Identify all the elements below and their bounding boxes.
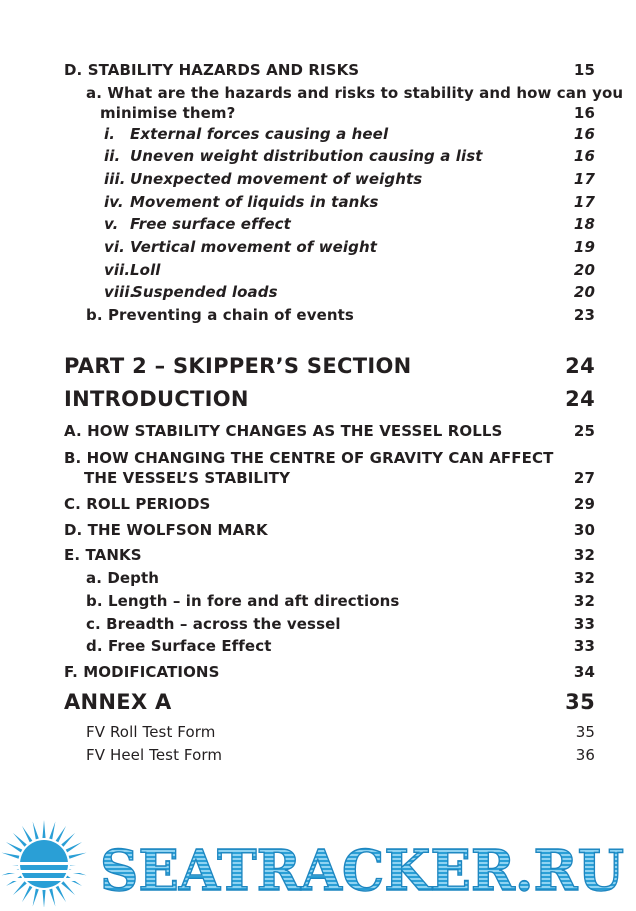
- toc-text: INTRODUCTION: [64, 387, 249, 411]
- toc-text: b. Preventing a chain of events: [86, 306, 354, 324]
- toc-text: C. ROLL PERIODS: [64, 495, 211, 513]
- toc-page: 20: [573, 261, 595, 279]
- toc-text: Free surface effect: [130, 215, 291, 233]
- toc-page: 17: [573, 170, 595, 188]
- toc-text: External forces causing a heel: [130, 125, 389, 143]
- toc-text: Vertical movement of weight: [130, 238, 378, 256]
- sun-ray: [66, 842, 82, 852]
- toc-label: vii.: [104, 261, 131, 279]
- sun-ray: [13, 881, 27, 895]
- toc-page: 20: [573, 283, 595, 301]
- watermark-text: SEATRACKER.RU: [100, 838, 624, 904]
- toc-text: Unexpected movement of weights: [130, 170, 423, 188]
- sun-ray: [1, 853, 19, 859]
- toc-page: 25: [573, 422, 595, 440]
- toc-label: v.: [104, 215, 119, 233]
- toc-text: c. Breadth – across the vessel: [86, 615, 341, 633]
- toc-text: FV Heel Test Form: [86, 746, 223, 764]
- toc-page: 18: [573, 215, 595, 233]
- toc-page: 35: [575, 723, 595, 741]
- sun-ray: [33, 889, 39, 907]
- toc-text-line1: a. What are the hazards and risks to stability and how can you: [86, 84, 624, 102]
- toc-page: 16: [573, 147, 595, 165]
- toc-text: PART 2 – SKIPPER’S SECTION: [64, 354, 412, 378]
- sun-ray: [13, 833, 27, 847]
- toc-page: 27: [573, 469, 595, 487]
- watermark-graphic: [0, 808, 636, 907]
- sun-ray: [42, 890, 45, 907]
- toc-text: ANNEX A: [64, 690, 172, 714]
- toc-page: 29: [573, 495, 595, 513]
- toc-text: a. Depth: [86, 569, 160, 587]
- toc-page: 32: [573, 546, 595, 564]
- sun-ray: [61, 833, 75, 847]
- sun-ray: [56, 826, 66, 842]
- sun-ray: [22, 826, 32, 842]
- toc-text: b. Length – in fore and aft directions: [86, 592, 400, 610]
- toc-text: FV Roll Test Form: [86, 723, 216, 741]
- toc-text: d. Free Surface Effect: [86, 637, 272, 655]
- toc-page: 17: [573, 193, 595, 211]
- sun-ray: [69, 853, 87, 859]
- toc-page: 32: [573, 592, 595, 610]
- toc-page: 30: [573, 521, 595, 539]
- toc-label: iv.: [104, 193, 124, 211]
- toc-text-line2: minimise them?: [100, 104, 236, 122]
- toc-label: vi.: [104, 238, 125, 256]
- sun-ray: [22, 886, 32, 902]
- toc-label: ii.: [104, 147, 121, 165]
- toc-text: STABILITY HAZARDS AND RISKS: [87, 61, 360, 79]
- toc-page: 23: [573, 306, 595, 324]
- toc-page: 16: [573, 104, 595, 122]
- toc-label: i.: [104, 125, 116, 143]
- toc-text: F. MODIFICATIONS: [64, 663, 220, 681]
- toc-page: 34: [573, 663, 595, 681]
- toc-page: 32: [573, 569, 595, 587]
- sun-ray: [42, 820, 45, 838]
- toc-text-line1: B. HOW CHANGING THE CENTRE OF GRAVITY CAN AFFECT: [64, 449, 554, 467]
- toc-text: E. TANKS: [64, 546, 142, 564]
- toc-text-line2: THE VESSEL’S STABILITY: [84, 469, 291, 487]
- toc-label: viii.: [104, 283, 136, 301]
- toc-text: A. HOW STABILITY CHANGES AS THE VESSEL ROLLS: [64, 422, 503, 440]
- sun-icon: [0, 820, 92, 907]
- sun-ray: [49, 889, 55, 907]
- toc-page: 24: [565, 354, 595, 378]
- toc-text: Movement of liquids in tanks: [130, 193, 379, 211]
- toc-page: 35: [565, 690, 595, 714]
- toc-text: D. THE WOLFSON MARK: [64, 521, 268, 539]
- toc-label: iii.: [104, 170, 126, 188]
- toc-text: Suspended loads: [132, 283, 278, 301]
- toc-page: 19: [573, 238, 595, 256]
- toc-page: 33: [573, 615, 595, 633]
- toc-page: 36: [575, 746, 595, 764]
- toc-text: Loll: [130, 261, 161, 279]
- sun-ray: [61, 881, 75, 895]
- sun-ray: [33, 821, 39, 839]
- toc-page: 24: [565, 387, 595, 411]
- toc-text: Uneven weight distribution causing a list: [130, 147, 483, 165]
- sun-ray: [56, 886, 66, 902]
- watermark: [0, 808, 636, 907]
- sun-ray: [49, 821, 55, 839]
- sun-ray: [6, 842, 22, 852]
- toc-page: 33: [573, 637, 595, 655]
- toc-page: 15: [573, 61, 595, 79]
- toc-page: 16: [573, 125, 595, 143]
- toc-label: D.: [64, 61, 83, 79]
